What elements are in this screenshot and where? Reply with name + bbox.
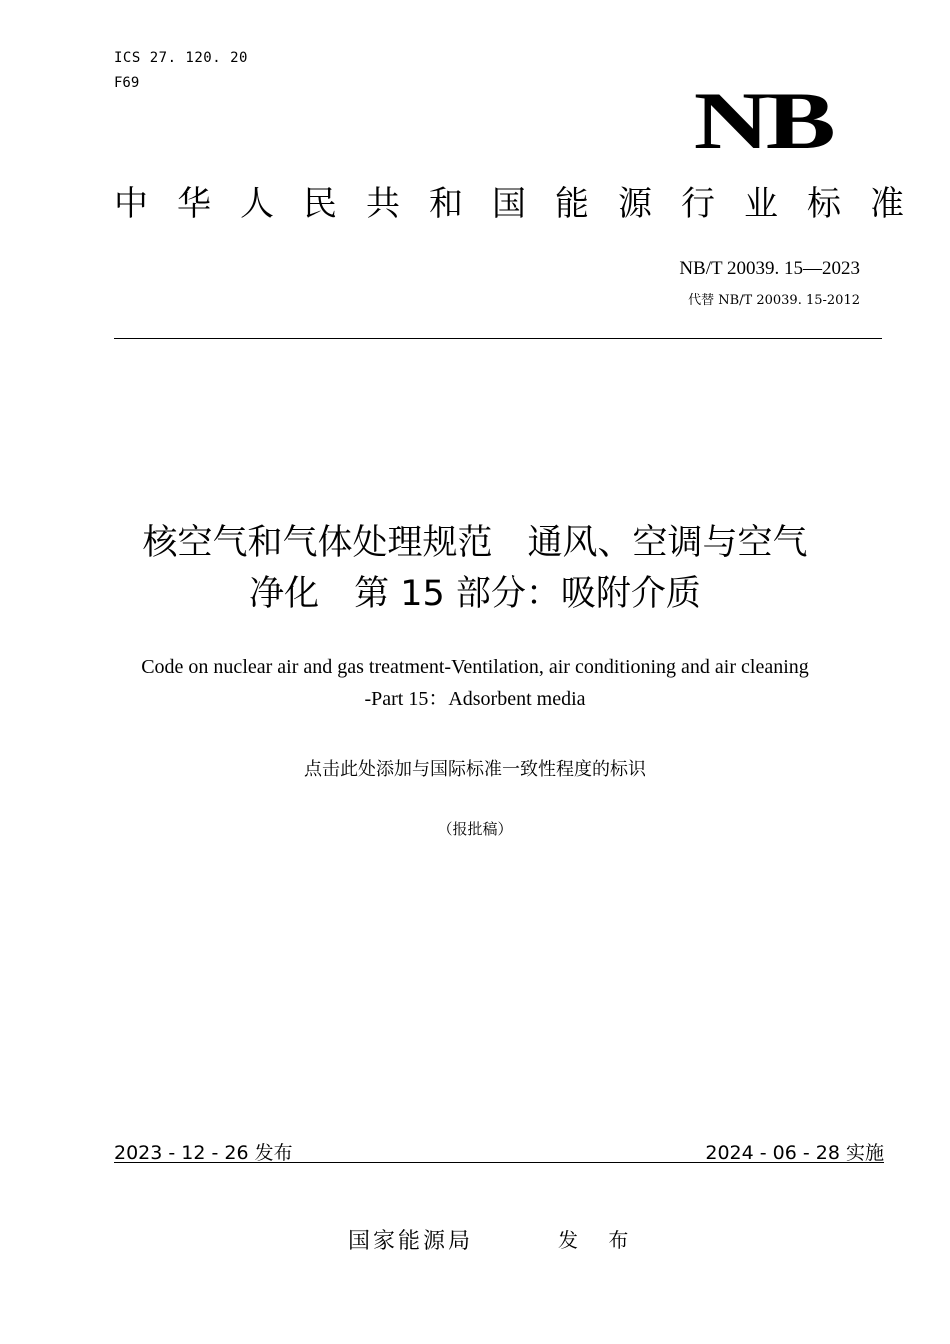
document-title-cn-line2: 净化 第 15 部分：吸附介质 (249, 574, 701, 614)
nb-logo: NB (693, 75, 832, 166)
ics-code: ICS 27. 120. 20 (114, 50, 248, 66)
publisher-name: 国家能源局 (348, 1229, 474, 1254)
replaces-note: 代替 NB/T 20039. 15-2012 (688, 293, 860, 308)
draft-status: （报批稿） (437, 820, 513, 838)
category-code: F69 (114, 75, 140, 91)
document-title-cn (0, 518, 950, 620)
bottom-divider (114, 1162, 884, 1163)
document-title-cn-line1: 核空气和气体处理规范 通风、空调与空气 (142, 523, 808, 563)
implementation-date: 2024 - 06 - 28 实施 (705, 1142, 884, 1164)
document-title-en (0, 651, 950, 715)
document-title-en-line2: -Part 15：Adsorbent media (364, 688, 586, 710)
standard-title: 中华人民共和国能源行业标准 (114, 184, 933, 224)
publish-label: 发 布 (558, 1228, 641, 1252)
document-title-en-line1: Code on nuclear air and gas treatment-Ventilation, air conditioning and air cleaning (141, 656, 809, 678)
conformity-placeholder[interactable]: 点击此处添加与国际标准一致性程度的标识 (304, 759, 646, 780)
issue-date: 2023 - 12 - 26 发布 (114, 1142, 293, 1164)
top-divider (114, 338, 882, 339)
standard-number: NB/T 20039. 15—2023 (679, 258, 860, 279)
